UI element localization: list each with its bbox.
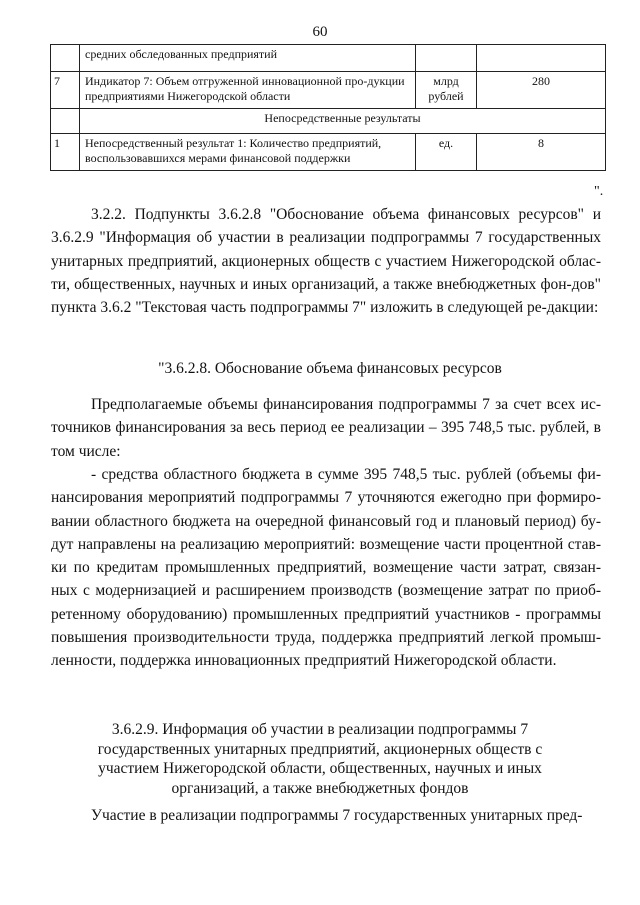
value-cell bbox=[477, 45, 606, 72]
indicator-name-cell: Индикатор 7: Объем отгруженной инновационной про-дукции предприятиями Нижегородской области bbox=[80, 72, 416, 109]
section-heading-3-6-2-8: "3.6.2.8. Обоснование объема финансовых ресурсов bbox=[158, 360, 502, 377]
unit-cell bbox=[416, 45, 477, 72]
financing-paragraph: Предполагаемые объемы финансирования подпрограммы 7 за счет всех ис-точников финансирования за весь период ее реализации – 395 748,5 тыс. рублей, в том числе: bbox=[51, 396, 601, 460]
row-number-cell: 7 bbox=[51, 72, 80, 109]
page-number: 60 bbox=[312, 24, 328, 40]
empty-cell bbox=[51, 109, 80, 134]
participation-paragraph: Участие в реализации подпрограммы 7 государственных унитарных пред- bbox=[91, 807, 583, 824]
row-number-cell: 1 bbox=[51, 134, 80, 171]
table-row bbox=[51, 45, 606, 72]
section-header-cell: Непосредственные результаты bbox=[80, 109, 606, 134]
section-heading-3-6-2-9: 3.6.2.9. Информация об участии в реализации подпрограммы 7 государственных унитарных предприятий, акционерных обществ с участием Нижегородской области, общественных, научных и иных организаций, а также внебюджетных фондов bbox=[97, 721, 543, 797]
table-row bbox=[51, 72, 606, 109]
indicator-name-cell: Непосредственный результат 1: Количество предприятий, воспользовавшихся мерами финансовой поддержки bbox=[80, 134, 416, 171]
unit-cell: ед. bbox=[416, 134, 477, 171]
value-cell: 280 bbox=[477, 72, 606, 109]
budget-paragraph: - средства областного бюджета в сумме 395 748,5 тыс. рублей (объемы фи-нансирования мероприятий подпрограммы 7 уточняются ежегодно при формиро-вании областного бюджета на очередной финансовый год и плановый период) бу-дут направлены на реализацию мероприятий: возмещение части процентной став-ки по кредитам промышленных предприятий, возмещение части затрат, связан-ных с модернизацией и расширением производств (возмещение затрат по приоб-ретенному оборудованию) промышленных предприятий участников - программы повышения производительности труда, поддержка предприятий легкой промыш-ленности, поддержка инновационных предприятий Нижегородской области. bbox=[51, 466, 601, 670]
value-cell: 8 bbox=[477, 134, 606, 171]
unit-cell: млрд рублей bbox=[416, 72, 477, 109]
table-section-row bbox=[51, 109, 606, 134]
row-number-cell bbox=[51, 45, 80, 72]
indicators-table bbox=[50, 44, 606, 171]
amendment-paragraph: 3.2.2. Подпункты 3.6.2.8 "Обоснование объема финансовых ресурсов" и 3.6.2.9 "Информация об участии в реализации подпрограммы 7 государственных унитарных предприятий, акционерных обществ с участием Нижегородской облас-ти, общественных, научных и иных организаций, а также внебюджетных фон-дов" пункта 3.6.2 "Текстовая часть подпрограммы 7" изложить в следующей ре-дакции: bbox=[51, 206, 601, 317]
table-closing-quote: ". bbox=[594, 184, 604, 199]
indicator-name-cell: средних обследованных предприятий bbox=[80, 45, 416, 72]
table-row bbox=[51, 134, 606, 171]
